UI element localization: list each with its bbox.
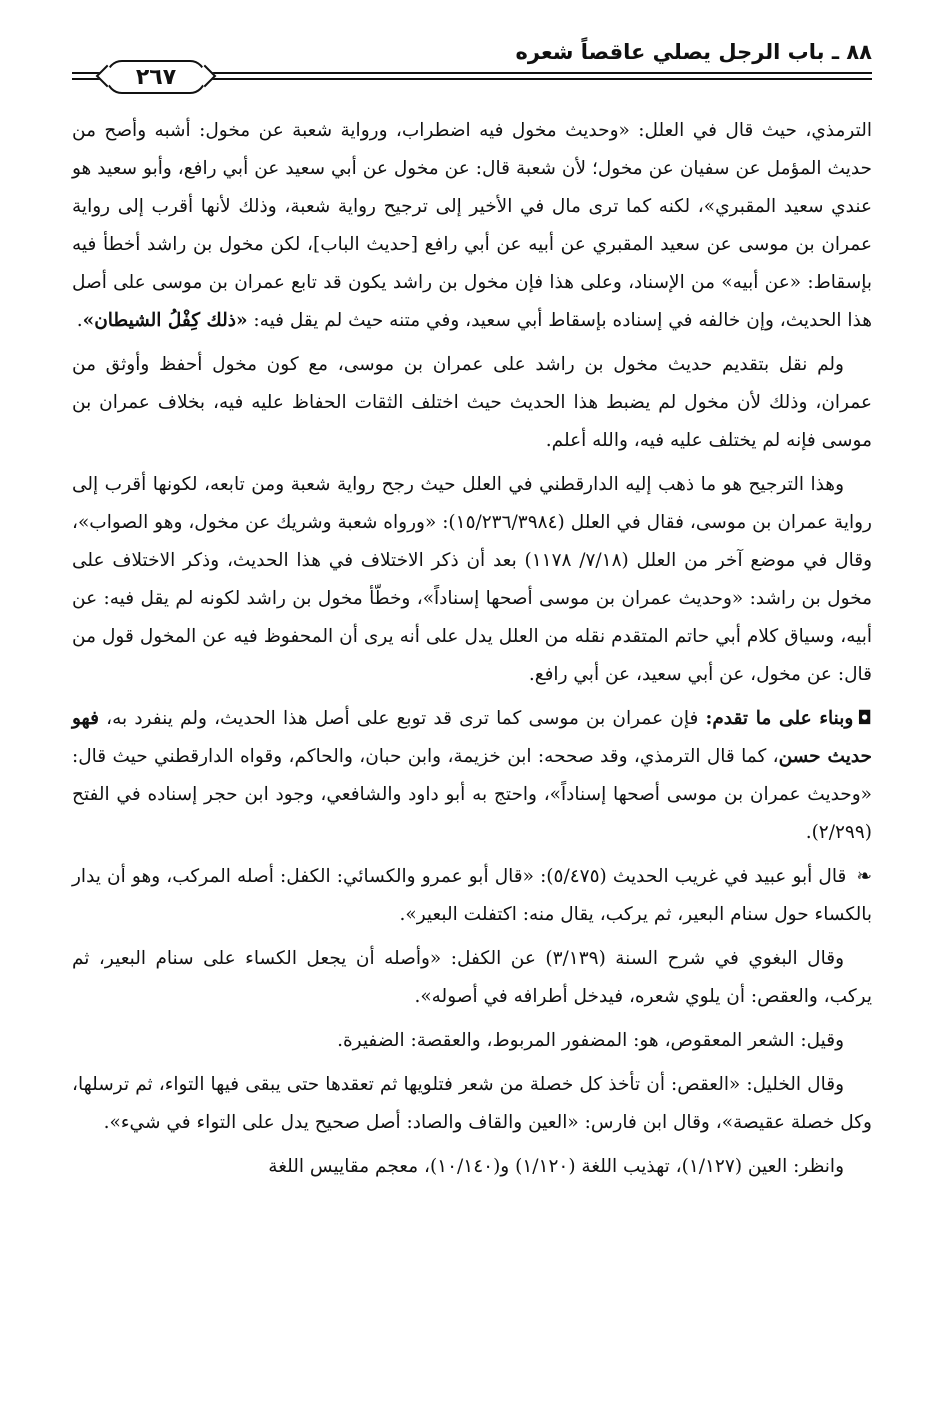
ruling-text: فهو حديث حسن xyxy=(72,708,872,767)
conclusion-heading: وبناء على ما تقدم: xyxy=(705,708,854,729)
hadith-quote: «ذلك كِفْلُ الشيطان» xyxy=(82,310,248,331)
paragraph-4-end: ، كما قال الترمذي، وقد صححه: ابن خزيمة، وابن حبان، والحاكم، وقواه الدارقطني حيث قال: «وحديث عمران بن موسى أصحها إسناداً»، واحتج به أبو داود والشافعي، وجود ابن حجر إسناده في الفتح (٢/٢٩٩). xyxy=(72,746,872,843)
bullet-icon: ◘ xyxy=(857,708,872,729)
paragraph-1 xyxy=(72,112,872,340)
page-number-badge xyxy=(106,60,206,94)
running-title: ٨٨ ـ باب الرجل يصلي عاقصاً شعره xyxy=(515,40,872,64)
paragraph-8: وقال الخليل: «العقص: أن تأخذ كل خصلة من شعر فتلويها ثم تعقدها حتى يبقى فيها التواء، ثم ترسلها، وكل خصلة عقيصة»، وقال ابن فارس: «العين والقاف والصاد: أصل صحيح يدل على التواء في شيء». xyxy=(72,1074,872,1133)
paragraph-5-text: قال أبو عبيد في غريب الحديث (٥/٤٧٥): «قال أبو عمرو والكسائي: الكفل: أصله المركب، وهو أن يدار بالكساء حول سنام البعير، ثم يركب، يقال منه: اكتفلت البعير». xyxy=(72,866,872,925)
paragraph-7: وقيل: الشعر المعقوص، هو: المضفور المربوط، والعقصة: الضفيرة. xyxy=(337,1030,844,1051)
page-body xyxy=(72,112,872,1192)
fleuron-icon: ❧ xyxy=(856,866,872,887)
paragraph-9: وانظر: العين (١/١٢٧)، تهذيب اللغة (١/١٢٠) و(١٠/١٤٠)، معجم مقاييس اللغة xyxy=(268,1156,844,1177)
paragraph-1-text: الترمذي، حيث قال في العلل: «وحديث مخول فيه اضطراب، ورواية شعبة عن مخول: أشبه وأصح من حديث المؤمل عن سفيان عن مخول؛ لأن شعبة قال: عن مخول عن أبي سعيد عن أبي رافع، وأبو سعيد هو عندي سعيد المقبري»، لكنه كما ترى مال في الأخير إلى ترجيح رواية شعبة، وذلك لأنها أقرب إلى رواية عمران بن موسى عن سعيد المقبري عن أبيه عن أبي رافع [حديث الباب]، لكن مخول بن راشد أخطأ فيه بإسقاط: «عن أبيه» من الإسناد، وعلى هذا فإن مخول بن راشد يكون قد تابع عمران بن موسى على أصل هذا الحديث، وإن خالفه في إسناده بإسقاط أبي سعيد، وفي متنه حيث لم يقل فيه: xyxy=(72,120,872,331)
paragraph-4-text: فإن عمران بن موسى كما ترى قد توبع على أصل هذا الحديث، ولم ينفرد به، xyxy=(98,708,706,729)
page-number: ٢٦٧ xyxy=(135,64,177,90)
paragraph-1-end: . xyxy=(76,310,83,331)
paragraph-5 xyxy=(72,858,872,934)
paragraph-3: وهذا الترجيح هو ما ذهب إليه الدارقطني في العلل حيث رجح رواية شعبة ومن تابعه، لكونها أقرب إلى رواية عمران بن موسى، فقال في العلل (١٥/٢٣٦/٣٩٨٤): «ورواه شعبة وشريك عن مخول، وهو الصواب»، وقال في موضع آخر من العلل (٧/١٨/ ١١٧٨) بعد أن ذكر الاختلاف في هذا الحديث، وذكر الاختلاف على مخول بن راشد: «وحديث عمران بن موسى أصحها إسناداً»، وخطّأ مخول بن راشد لكونه لم يقل فيه: عن أبيه، وسياق كلام أبي حاتم المتقدم نقله من العلل يدل على أنه يرى أن المحفوظ فيه عن المخول قول من قال: عن مخول، عن أبي سعيد، عن أبي رافع. xyxy=(72,474,872,685)
paragraph-2: ولم نقل بتقديم حديث مخول بن راشد على عمران بن موسى، مع كون مخول أحفظ وأوثق من عمران، وذلك لأن مخول لم يضبط هذا الحديث حيث اختلف الثقات الحفاظ عليه فيه، بخلاف عمران بن موسى فإنه لم يختلف عليه فيه، والله أعلم. xyxy=(72,354,872,451)
paragraph-6: وقال البغوي في شرح السنة (٣/١٣٩) عن الكفل: «وأصله أن يجعل الكساء على سنام البعير، ثم يركب، والعقص: أن يلوي شعره، فيدخل أطرافه في أصوله». xyxy=(72,948,872,1007)
page-header xyxy=(72,38,872,94)
paragraph-4 xyxy=(72,700,872,852)
